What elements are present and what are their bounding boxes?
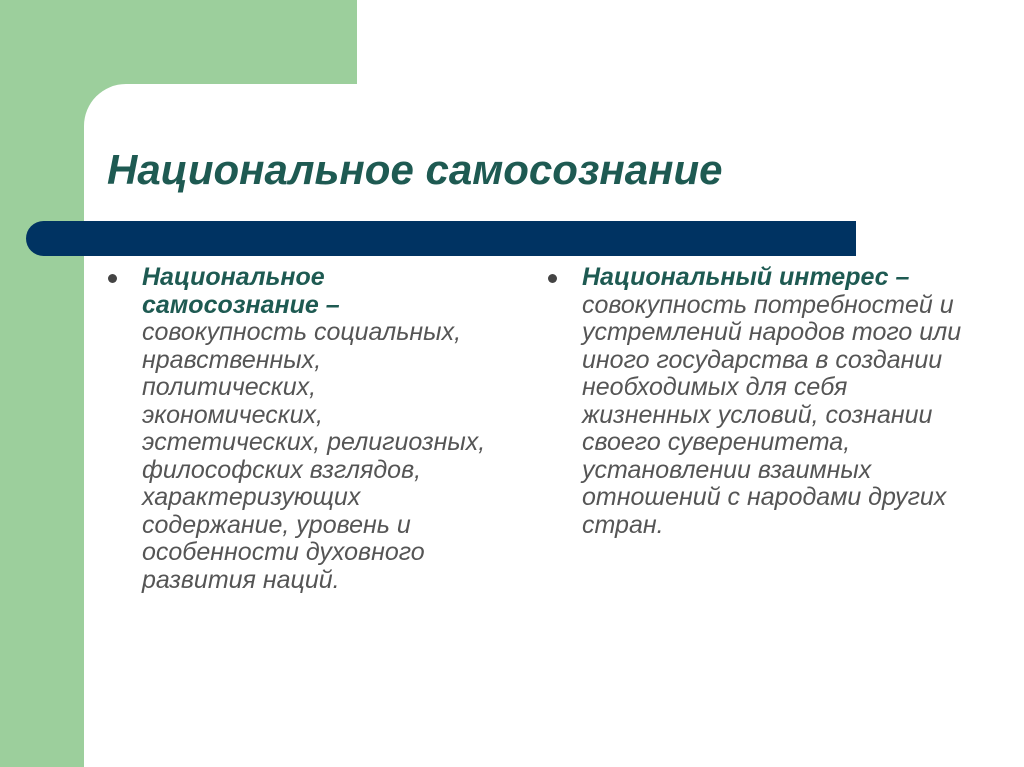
bullet-item-national-self-awareness (142, 264, 502, 594)
bullet-term: Национальное самосознание (142, 263, 325, 319)
slide-title: Национальное самосознание (107, 146, 723, 193)
bullet-dash: – (318, 290, 340, 319)
bullet-term: Национальный интерес (582, 263, 889, 291)
bullet-dash: – (888, 263, 910, 291)
bullet-dot-icon (108, 274, 117, 283)
bullet-definition: совокупность социальных, нравственных, политических, экономических, эстетических, религиозных, философских взглядов, характеризующих содержание, уровень и особенности духовного развития наций. (142, 318, 486, 594)
title-divider-bar (26, 221, 856, 256)
bullet-item-national-interest (582, 264, 962, 539)
bullet-definition: совокупность потребностей и устремлений народов того или иного государства в создании необходимых для себя жизненных условий, сознании своего суверенитета, установлении взаимных отношений с народами других стран. (582, 290, 962, 539)
bullet-dot-icon (548, 274, 557, 283)
white-top-area (357, 0, 1024, 84)
